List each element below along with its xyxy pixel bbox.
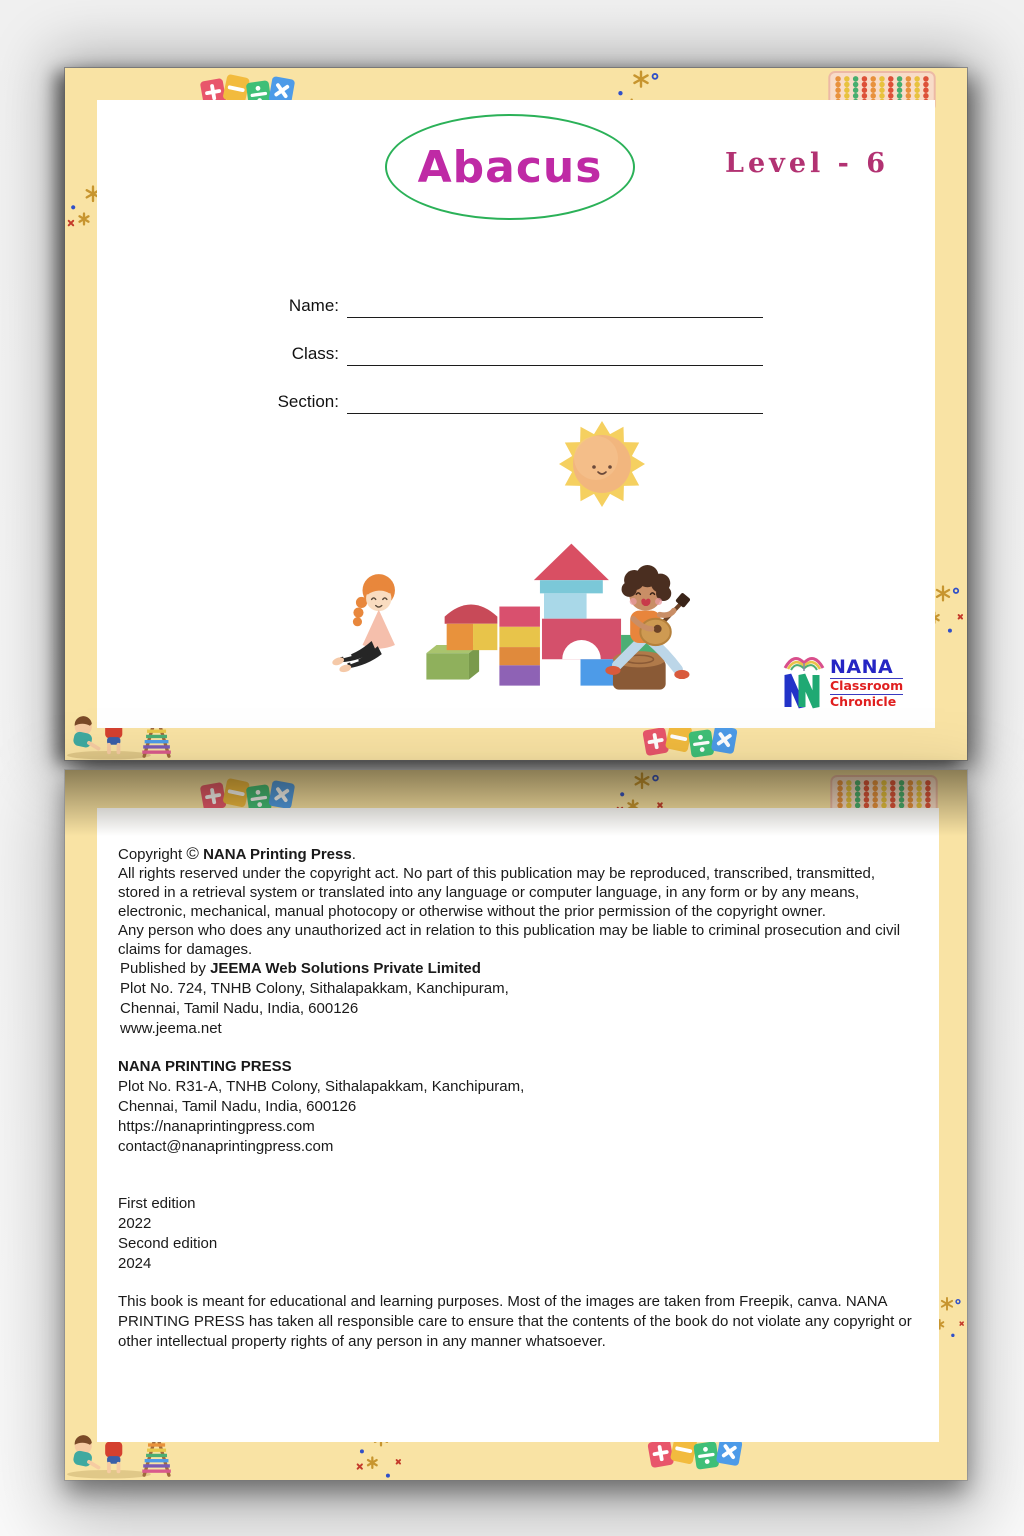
- disclaimer-paragraph: This book is meant for educational and learning purposes. Most of the images are taken from Freepik, canva. NANA PRINTING PRESS has taken all responsible care to ensure that the contents of the book do not violate any copyright or other intellectual property rights of any person in any manner whatsoever.: [118, 1293, 912, 1350]
- class-field-row: [277, 318, 763, 366]
- edition-line: Second edition: [118, 1235, 218, 1252]
- logo-name: NANA: [830, 656, 894, 678]
- press-block: [118, 1057, 917, 1157]
- section-field-row: [277, 366, 763, 414]
- press-email: contact@nanaprintingpress.com: [118, 1138, 334, 1155]
- copyright-line: [118, 844, 917, 864]
- sun-icon: [552, 420, 652, 508]
- press-name: NANA PRINTING PRESS: [118, 1058, 292, 1075]
- nana-logo-monogram-icon: [781, 650, 827, 710]
- section-blank-line: [347, 389, 763, 414]
- edition-line: 2022: [118, 1215, 152, 1232]
- nana-logo-text: [830, 658, 903, 710]
- name-label: Name:: [288, 296, 339, 315]
- book-title: Abacus: [417, 141, 603, 193]
- published-by-line: [120, 959, 917, 979]
- published-by-prefix: Published by: [120, 960, 211, 977]
- copyright-sheet: [97, 808, 939, 1442]
- copyright-suffix: .: [351, 846, 356, 863]
- cover-page: [65, 68, 967, 760]
- liability-paragraph: Any person who does any unauthorized act in relation to this publication may be liable to criminal prosecution and civil claims for damages.: [118, 922, 901, 958]
- student-fields: [277, 270, 763, 414]
- rights-paragraph: All rights reserved under the copyright act. No part of this publication may be reproduced, transcribed, transmitted, stored in a retrieval system or translated into any language or computer language, in any form or by any means, electronic, mechanical, manual photocopy or otherwise without the prior permission of the copyright owner.: [118, 865, 876, 920]
- edition-line: 2024: [118, 1255, 152, 1272]
- level-label: Level - 6: [725, 148, 890, 179]
- publisher-address1: Plot No. 724, TNHB Colony, Sithalapakkam, Kanchipuram,: [120, 980, 509, 997]
- title-oval: [385, 114, 635, 220]
- class-label: Class:: [291, 344, 339, 363]
- copyright-symbol: ©: [186, 844, 199, 863]
- children-blocks-illustration: [325, 505, 690, 703]
- math-symbols-icon: [640, 723, 740, 761]
- publisher-block: [118, 959, 917, 1039]
- publisher-name: JEEMA Web Solutions Private Limited: [210, 960, 481, 977]
- publisher-website: www.jeema.net: [120, 1020, 222, 1037]
- class-blank-line: [347, 341, 763, 366]
- copyright-owner: NANA Printing Press: [198, 846, 352, 863]
- section-label: Section:: [277, 392, 339, 411]
- logo-line2: Chronicle: [830, 694, 903, 709]
- press-address2: Chennai, Tamil Nadu, India, 600126: [118, 1098, 357, 1115]
- publisher-address2: Chennai, Tamil Nadu, India, 600126: [120, 1000, 359, 1017]
- name-field-row: [277, 270, 763, 318]
- copyright-page: [65, 770, 967, 1480]
- logo-line1: Classroom: [830, 678, 904, 693]
- press-website: https://nanaprintingpress.com: [118, 1118, 315, 1135]
- cover-sheet: [97, 100, 935, 728]
- editions-block: [118, 1194, 917, 1274]
- copyright-prefix: Copyright: [118, 846, 187, 863]
- nana-logo: [781, 646, 911, 710]
- edition-line: First edition: [118, 1195, 196, 1212]
- press-address1: Plot No. R31-A, TNHB Colony, Sithalapakkam, Kanchipuram,: [118, 1078, 525, 1095]
- name-blank-line: [347, 293, 763, 318]
